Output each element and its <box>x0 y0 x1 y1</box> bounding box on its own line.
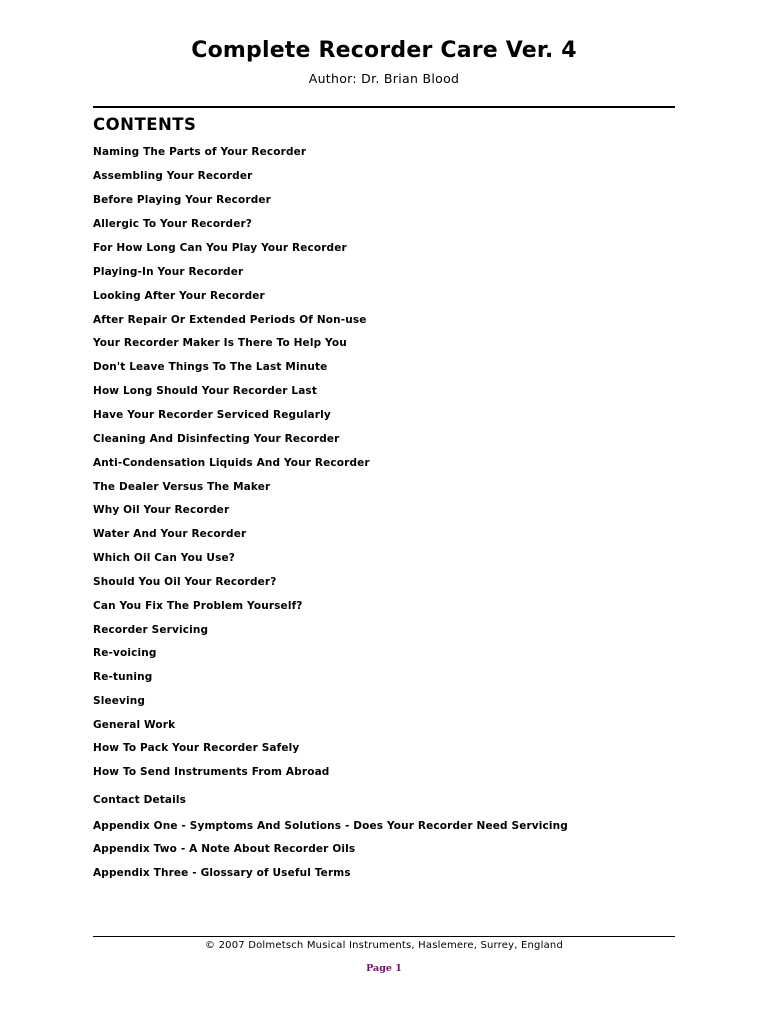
toc-item[interactable]: For How Long Can You Play Your Recorder <box>93 242 347 254</box>
toc-item[interactable]: Why Oil Your Recorder <box>93 504 230 516</box>
toc-item[interactable]: Have Your Recorder Serviced Regularly <box>93 409 331 421</box>
toc-item[interactable]: Your Recorder Maker Is There To Help You <box>93 337 347 349</box>
header-divider <box>93 106 675 108</box>
toc-item[interactable]: Anti-Condensation Liquids And Your Recorder <box>93 457 370 469</box>
toc-item[interactable]: Should You Oil Your Recorder? <box>93 576 277 588</box>
toc-item[interactable]: After Repair Or Extended Periods Of Non-use <box>93 314 367 326</box>
toc-item[interactable]: Water And Your Recorder <box>93 528 247 540</box>
toc-item[interactable]: How To Pack Your Recorder Safely <box>93 742 300 754</box>
toc-item[interactable]: Can You Fix The Problem Yourself? <box>93 600 303 612</box>
document-author: Author: Dr. Brian Blood <box>308 71 460 86</box>
toc-item[interactable]: How Long Should Your Recorder Last <box>93 385 318 397</box>
toc-item[interactable]: Naming The Parts of Your Recorder <box>93 146 307 158</box>
footer-copyright: © 2007 Dolmetsch Musical Instruments, Haslemere, Surrey, England <box>205 940 563 951</box>
document-title: Complete Recorder Care Ver. 4 <box>191 38 577 63</box>
toc-item[interactable]: Assembling Your Recorder <box>93 170 253 182</box>
page-number: Page 1 <box>366 963 402 974</box>
toc-item[interactable]: General Work <box>93 719 176 731</box>
toc-item[interactable]: Appendix Three - Glossary of Useful Terms <box>93 867 351 879</box>
toc-item[interactable]: Contact Details <box>93 794 187 806</box>
toc-item[interactable]: How To Send Instruments From Abroad <box>93 766 330 778</box>
toc-item[interactable]: Allergic To Your Recorder? <box>93 218 253 230</box>
toc-item[interactable]: Appendix One - Symptoms And Solutions - Does Your Recorder Need Servicing <box>93 820 568 832</box>
toc-item[interactable]: Re-tuning <box>93 671 153 683</box>
footer-divider <box>93 936 675 937</box>
toc-item[interactable]: Which Oil Can You Use? <box>93 552 235 564</box>
toc-item[interactable]: Playing-In Your Recorder <box>93 266 244 278</box>
toc-item[interactable]: Sleeving <box>93 695 146 707</box>
toc-item[interactable]: Cleaning And Disinfecting Your Recorder <box>93 433 340 445</box>
toc-item[interactable]: Recorder Servicing <box>93 624 209 636</box>
toc-item[interactable]: Re-voicing <box>93 647 157 659</box>
contents-heading: CONTENTS <box>93 115 197 134</box>
toc-item[interactable]: Before Playing Your Recorder <box>93 194 272 206</box>
toc-item[interactable]: The Dealer Versus The Maker <box>93 481 271 493</box>
toc-item[interactable]: Looking After Your Recorder <box>93 290 265 302</box>
toc-item[interactable]: Appendix Two - A Note About Recorder Oils <box>93 843 356 855</box>
toc-item[interactable]: Don't Leave Things To The Last Minute <box>93 361 328 373</box>
